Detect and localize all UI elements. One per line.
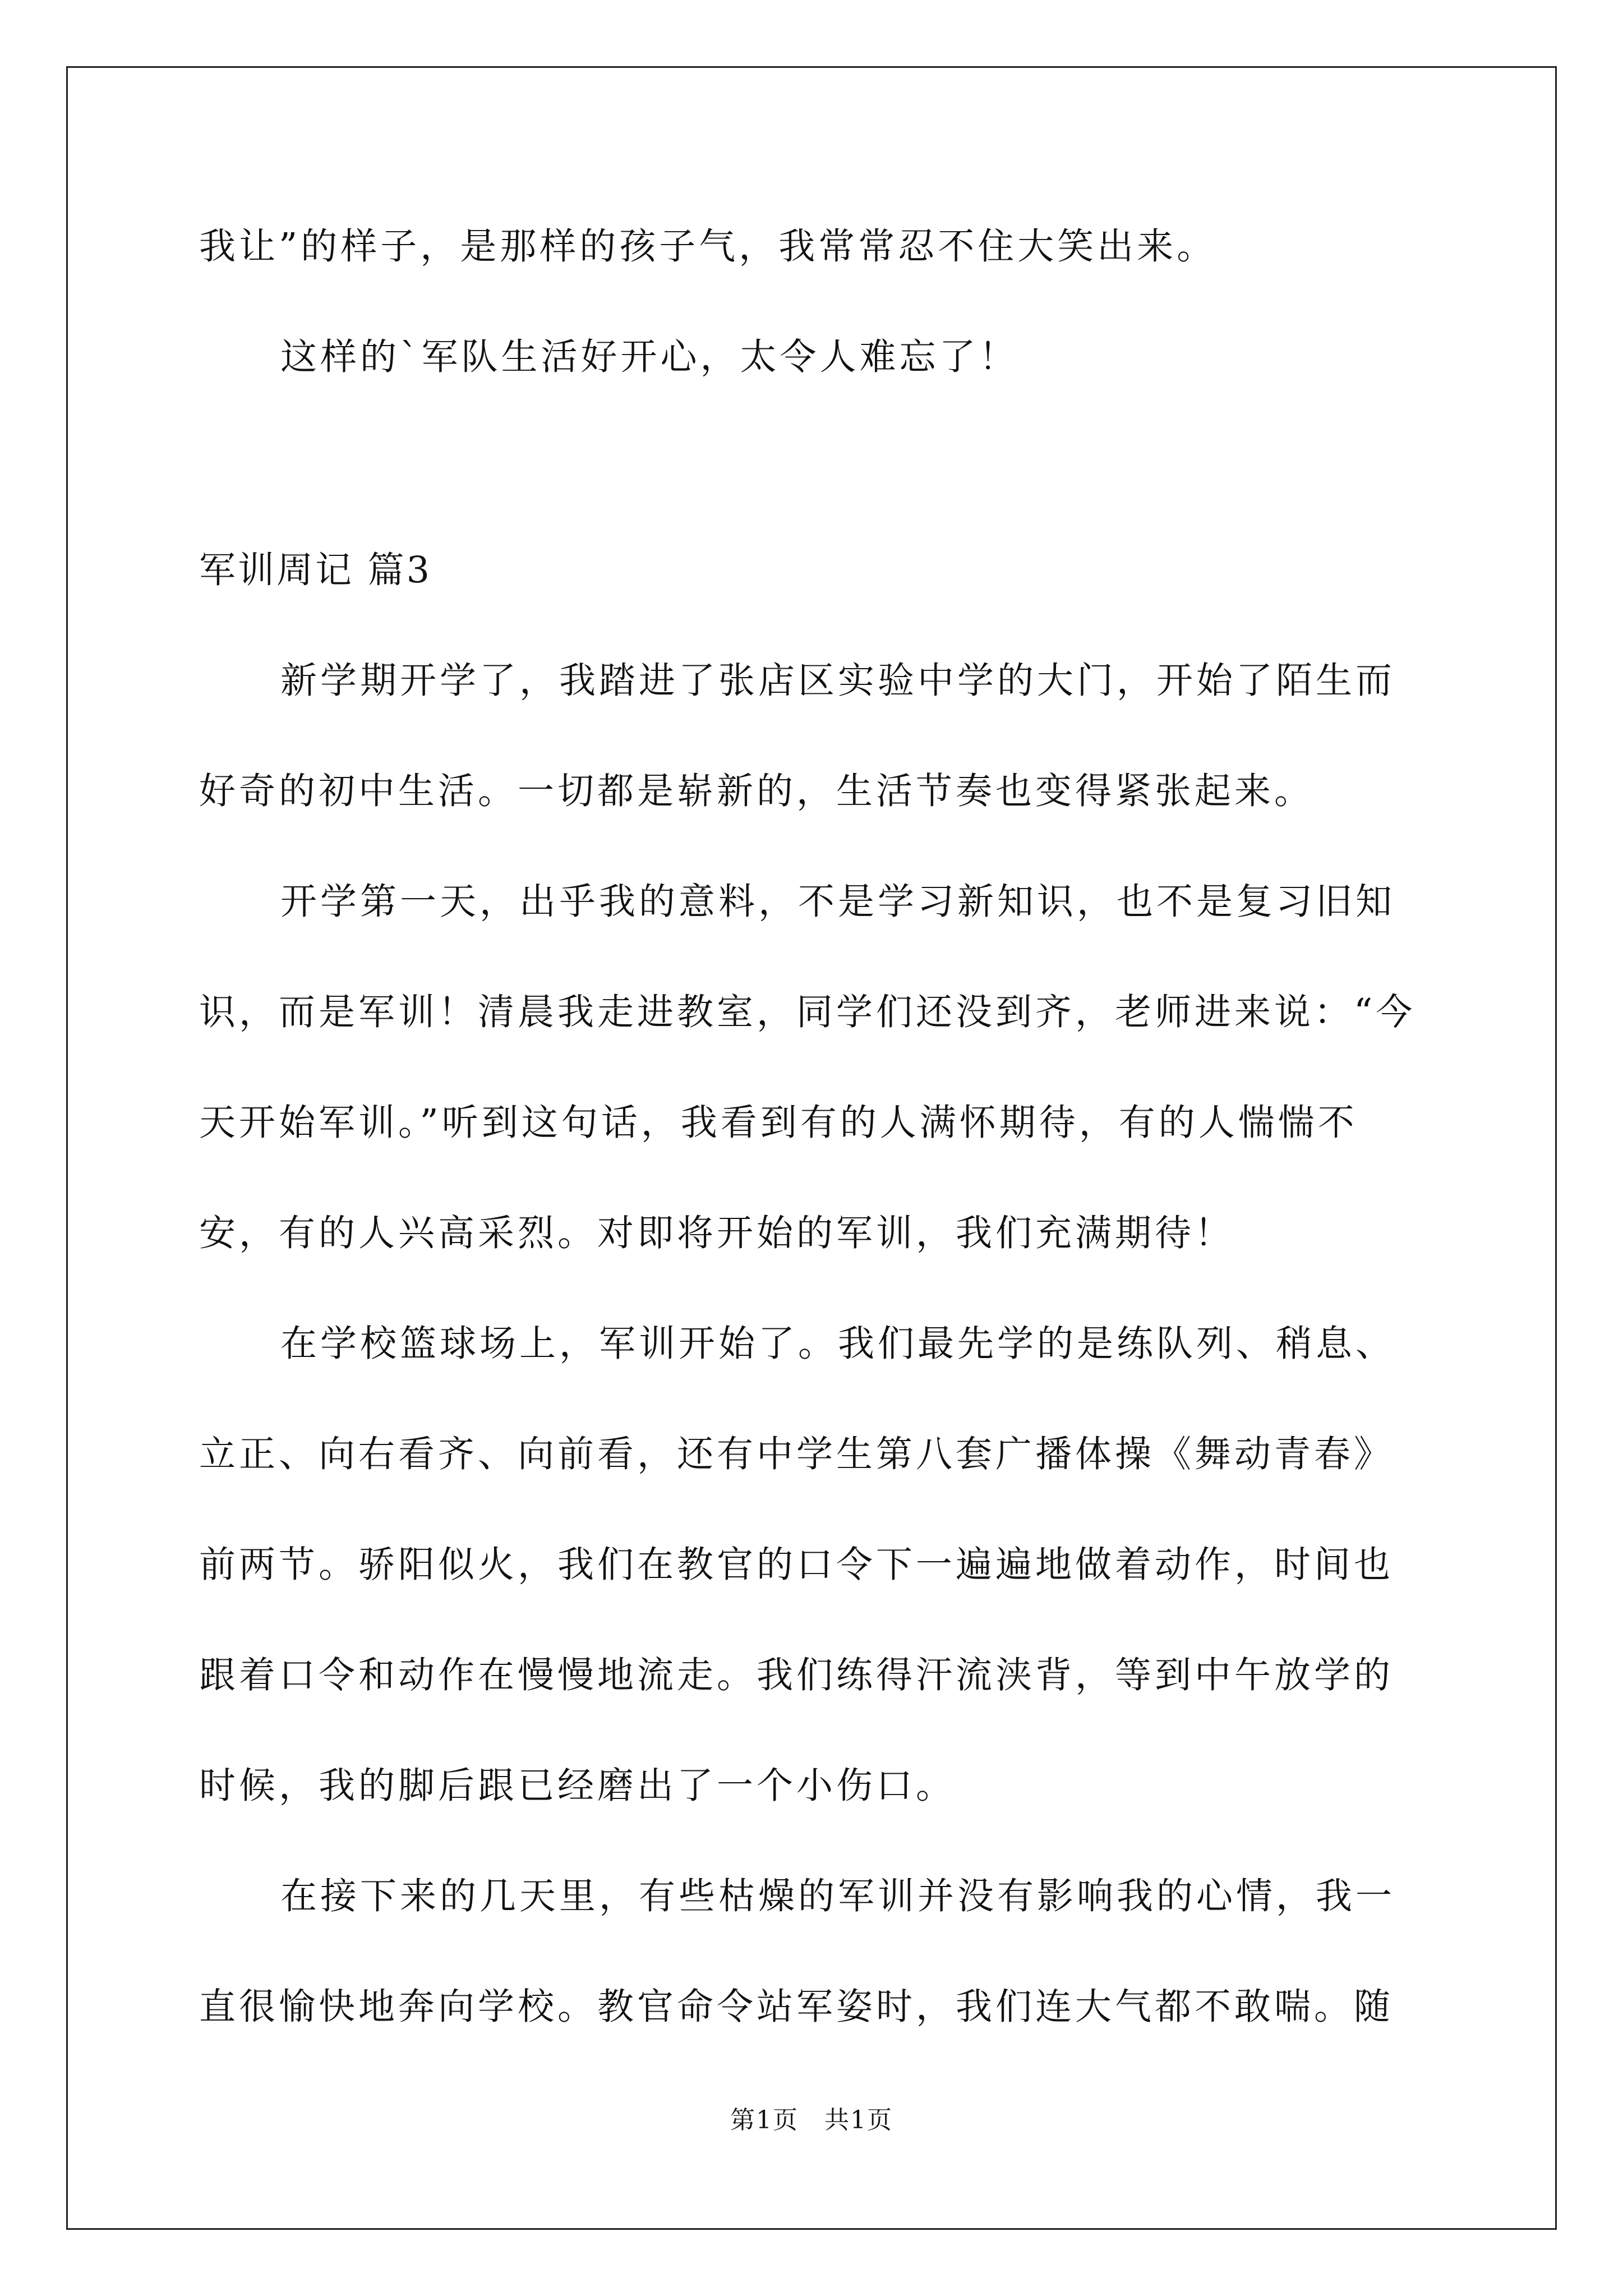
- body-line: 识，而是军训！清晨我走进教室，同学们还没到齐，老师进来说：“今: [199, 991, 1416, 1033]
- body-line: 前两节。骄阳似火，我们在教官的口令下一遍遍地做着动作，时间也: [199, 1544, 1394, 1586]
- body-line: 新学期开学了，我踏进了张店区实验中学的大门，开始了陌生而: [280, 660, 1396, 702]
- body-line: 时候，我的脚后跟已经磨出了一个小伤口。: [199, 1765, 956, 1807]
- body-line: 立正、向右看齐、向前看，还有中学生第八套广播体操《舞动青春》: [199, 1433, 1394, 1475]
- body-line: 安，有的人兴高采烈。对即将开始的军训，我们充满期待！: [199, 1212, 1235, 1254]
- page-number-footer: 第1页 共1页: [730, 2106, 893, 2134]
- body-line: 跟着口令和动作在慢慢地流走。我们练得汗流浃背，等到中午放学的: [199, 1654, 1394, 1696]
- section-heading: 军训周记 篇3: [199, 549, 432, 591]
- body-line: 好奇的初中生活。一切都是崭新的，生活节奏也变得紧张起来。: [199, 770, 1315, 812]
- body-line: 天开始军训。”听到这句话，我看到有的人满怀期待，有的人惴惴不: [199, 1102, 1358, 1144]
- body-line: 在学校篮球场上，军训开始了。我们最先学的是练队列、稍息、: [280, 1323, 1396, 1365]
- body-line: 我让”的样子，是那样的孩子气，我常常忍不住大笑出来。: [199, 226, 1217, 268]
- body-line: 开学第一天，出乎我的意料，不是学习新知识，也不是复习旧知: [280, 881, 1396, 923]
- body-line: 直很愉快地奔向学校。教官命令站军姿时，我们连大气都不敢喘。随: [199, 1986, 1394, 2028]
- body-line: 在接下来的几天里，有些枯燥的军训并没有影响我的心情，我一: [280, 1875, 1396, 1917]
- body-line: 这样的`军队生活好开心，太令人难忘了！: [280, 336, 1019, 378]
